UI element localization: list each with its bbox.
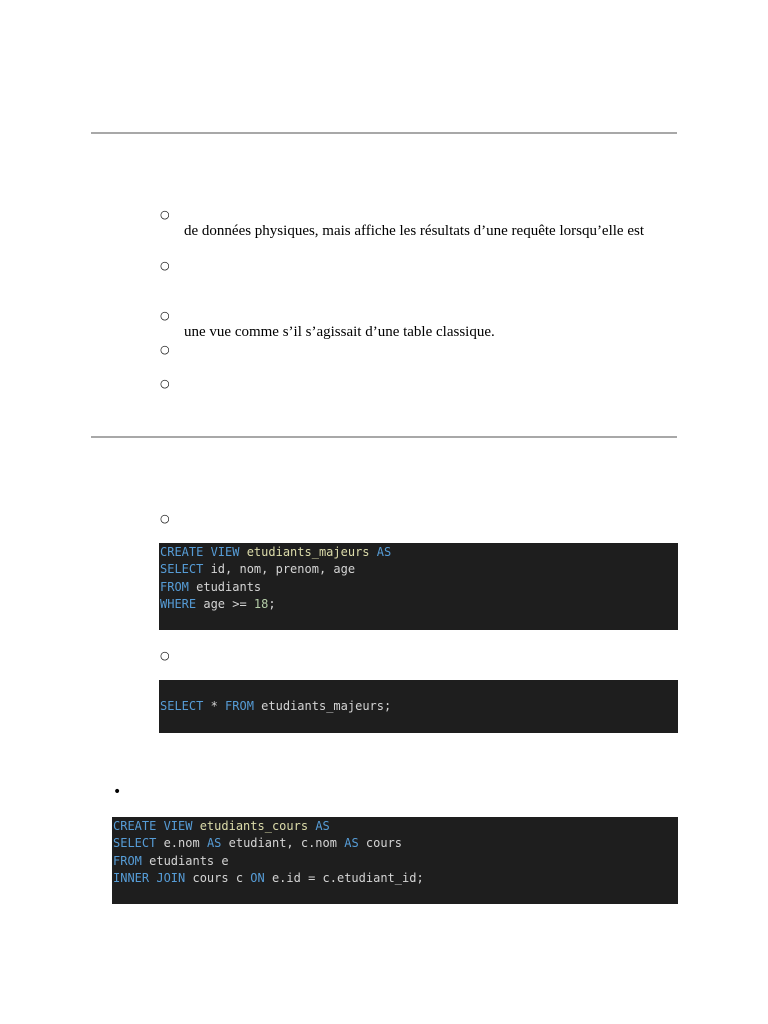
hollow-bullet-icon: ○ xyxy=(160,512,170,525)
code-token: etudiants xyxy=(188,579,262,594)
code-line xyxy=(113,835,678,852)
code-token: e.nom xyxy=(156,836,207,851)
code-token: AS xyxy=(344,836,359,851)
bullet-text-3: une vue comme s’il s’agissait d’une table classique. xyxy=(184,324,495,340)
code-token: CREATE VIEW xyxy=(113,819,200,833)
code-block-create-view-majeurs xyxy=(159,543,678,630)
code-line xyxy=(113,853,678,870)
hollow-bullet-icon: ○ xyxy=(160,208,170,221)
hollow-bullet-icon: ○ xyxy=(160,343,170,356)
horizontal-rule-top xyxy=(91,132,677,134)
hollow-bullet-icon: ○ xyxy=(160,309,170,322)
code-token: e.id = c.etudiant_id; xyxy=(264,871,424,886)
code-block-select-majeurs xyxy=(159,680,678,733)
code-token: WHERE xyxy=(160,597,197,612)
code-token: cours c xyxy=(185,871,251,886)
hollow-bullet-icon: ○ xyxy=(160,377,170,390)
code-token: FROM xyxy=(113,853,142,868)
code-line xyxy=(160,544,678,561)
code-line xyxy=(160,596,678,613)
hollow-bullet-icon: ○ xyxy=(160,259,170,272)
code-token: AS xyxy=(206,836,222,851)
code-token: etudiants_majeurs xyxy=(246,545,370,559)
code-token: 18 xyxy=(253,597,269,612)
code-token: FROM xyxy=(225,699,254,713)
code-token: cours xyxy=(358,836,403,851)
hollow-bullet-icon: ○ xyxy=(160,649,170,662)
code-token: INNER JOIN xyxy=(113,871,186,886)
code-token: SELECT xyxy=(160,562,204,577)
code-line xyxy=(160,561,678,578)
code-token: FROM xyxy=(160,579,189,594)
code-token: etudiants_majeurs; xyxy=(253,699,392,713)
code-token: SELECT xyxy=(113,836,157,851)
horizontal-rule-middle xyxy=(91,436,677,438)
code-token: etudiant, c.nom xyxy=(221,836,345,851)
code-line xyxy=(113,818,678,835)
code-token: SELECT xyxy=(160,699,204,713)
code-token xyxy=(370,545,377,559)
code-token: id, nom, prenom, age xyxy=(203,562,356,577)
code-token: etudiants_cours xyxy=(199,819,309,833)
code-token: AS xyxy=(376,545,392,559)
code-token: CREATE VIEW xyxy=(160,545,247,559)
code-token: etudiants e xyxy=(141,853,229,868)
filled-bullet-icon: • xyxy=(113,784,122,800)
code-token: age >= xyxy=(196,597,254,612)
code-token: AS xyxy=(315,819,330,833)
code-line xyxy=(160,698,678,715)
code-line xyxy=(113,870,678,887)
bullet-text-1: de données physiques, mais affiche les résultats d’une requête lorsqu’elle est xyxy=(184,223,644,239)
code-block-create-view-cours xyxy=(112,817,678,904)
code-token: ON xyxy=(250,871,265,886)
code-line xyxy=(160,579,678,596)
code-token: ; xyxy=(268,597,276,612)
code-token: * xyxy=(203,699,226,713)
